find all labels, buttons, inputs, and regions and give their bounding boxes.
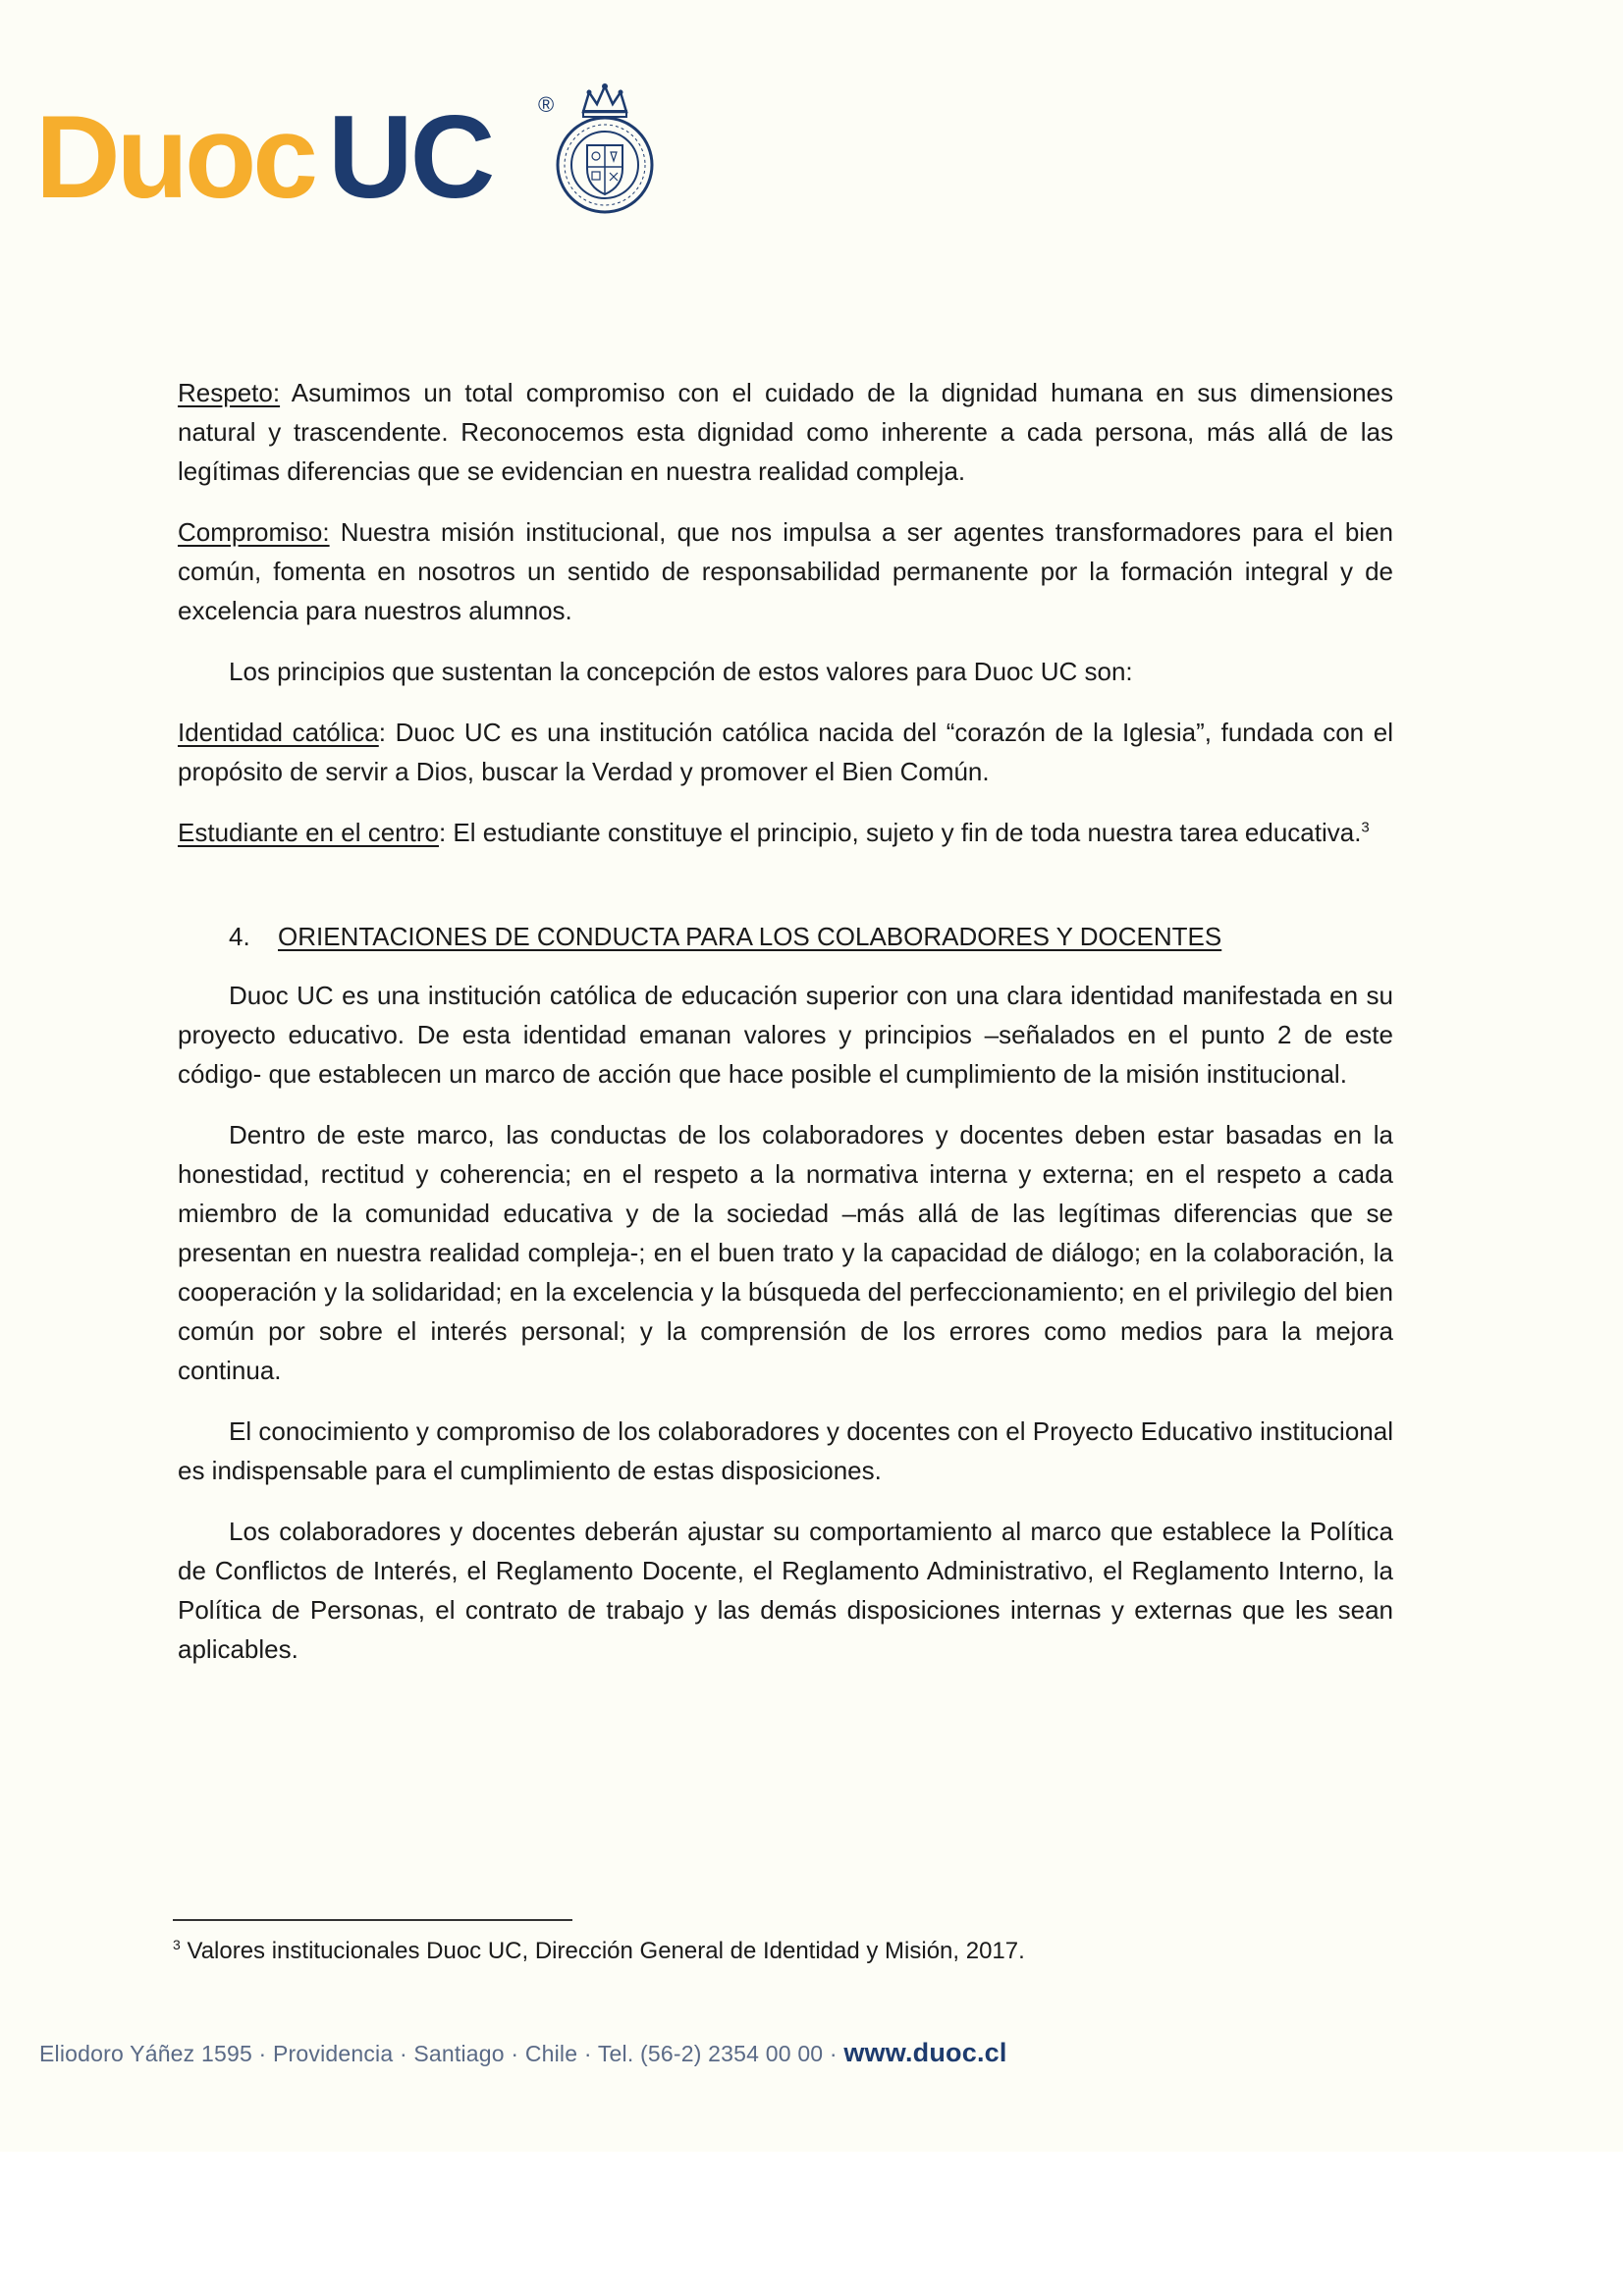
university-crest-icon — [554, 79, 656, 216]
section-4-paragraph-1: Duoc UC es una institución católica de educación superior con una clara identidad manifestada en su proyecto educativo. De esta identidad emanan valores y principios –señalados en el punto 2 de este código- que establecen un marco de acción que hace posible el cumplimiento de la misión institucional. — [178, 981, 1393, 1089]
logo-duoc-text: Duoc — [35, 91, 314, 223]
section-4-paragraph-2: Dentro de este marco, las conductas de los colaboradores y docentes deben estar basadas en la honestidad, rectitud y coherencia; en el respeto a la normativa interna y externa; en el respeto a cada miembro de la comunidad educativa y de la sociedad –más allá de las legítimas diferencias que se presentan en nuestra realidad compleja-; en el buen trato y la capacidad de diálogo; en la colaboración, la cooperación y la solidaridad; en la excelencia y la búsqueda del perfeccionamiento; en el privilegio del bien común por sobre el interés personal; y la comprensión de los errores como medios para la mejora continua. — [178, 1120, 1393, 1385]
text-estudiante: : El estudiante constituye el principio, sujeto y fin de toda nuestra tarea educativa. — [438, 818, 1362, 847]
text-compromiso: Nuestra misión institucional, que nos impulsa a ser agentes transformadores para el bien común, fomenta en nosotros un sentido de responsabilidad permanente por la formación integral y de excelencia para nuestros alumnos. — [178, 517, 1393, 625]
paragraph-compromiso — [178, 512, 1393, 630]
paragraph-principios-intro: Los principios que sustentan la concepción de estos valores para Duoc UC son: — [229, 657, 1133, 686]
footnote — [173, 1936, 1025, 1967]
section-4-heading — [178, 917, 1393, 956]
footnote-marker: 3 — [1361, 819, 1370, 836]
paragraph-estudiante — [178, 813, 1393, 852]
footnote-separator — [173, 1919, 572, 1921]
section-number: 4. — [229, 922, 250, 951]
document-body — [178, 373, 1393, 1690]
duoc-uc-logo — [35, 79, 555, 223]
footer-address: Eliodoro Yáñez 1595 · Providencia · Santiago · Chile · Tel. (56-2) 2354 00 00 · — [39, 2041, 844, 2066]
page-footer — [39, 2038, 1007, 2068]
logo-uc-text: UC — [328, 91, 493, 223]
term-compromiso: Compromiso: — [178, 517, 330, 547]
section-4-paragraph-3: El conocimiento y compromiso de los colaboradores y docentes con el Proyecto Educativo institucional es indispensable para el cumplimiento de estas disposiciones. — [178, 1416, 1393, 1485]
footnote-number: 3 — [173, 1937, 181, 1952]
footer-website-link[interactable]: www.duoc.cl — [843, 2038, 1007, 2067]
term-estudiante: Estudiante en el centro — [178, 818, 439, 847]
section-title: ORIENTACIONES DE CONDUCTA PARA LOS COLABORADORES Y DOCENTES — [278, 922, 1222, 951]
paragraph-identidad — [178, 713, 1393, 791]
page-bottom-margin — [0, 2152, 1623, 2296]
footnote-text: Valores institucionales Duoc UC, Dirección General de Identidad y Misión, 2017. — [180, 1938, 1025, 1964]
paragraph-respeto — [178, 373, 1393, 491]
term-identidad: Identidad católica — [178, 718, 379, 747]
text-respeto: Asumimos un total compromiso con el cuidado de la dignidad humana en sus dimensiones natural y trascendente. Reconocemos esta dignidad como inherente a cada persona, más allá de las legítimas diferencias que se evidencian en nuestra realidad compleja. — [178, 378, 1393, 486]
section-4-paragraph-4: Los colaboradores y docentes deberán ajustar su comportamiento al marco que establece la Política de Conflictos de Interés, el Reglamento Docente, el Reglamento Administrativo, el Reglamento Interno, la Política de Personas, el contrato de trabajo y las demás disposiciones internas y externas que les sean aplicables. — [178, 1517, 1393, 1664]
term-respeto: Respeto: — [178, 378, 281, 407]
text-identidad: : Duoc UC es una institución católica nacida del “corazón de la Iglesia”, fundada con el propósito de servir a Dios, buscar la Verdad y promover el Bien Común. — [178, 718, 1393, 786]
logo-registered-mark: ® — [538, 92, 555, 117]
